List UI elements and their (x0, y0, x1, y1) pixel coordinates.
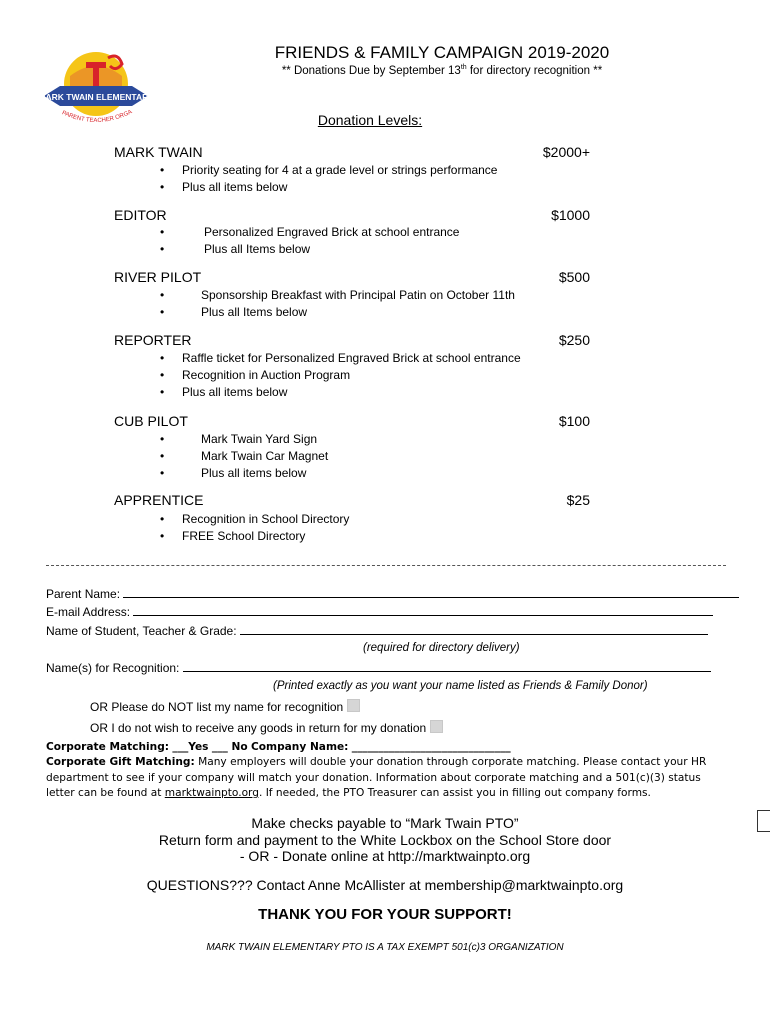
parent-name-field[interactable]: Parent Name: (46, 587, 739, 601)
opt-out-goods-checkbox[interactable] (430, 720, 443, 733)
recognition-field-note: (Printed exactly as you want your name listed as Friends & Family Donor) (273, 680, 648, 692)
donation-levels-heading: Donation Levels: (317, 112, 423, 128)
opt-out-recognition-option[interactable]: OR Please do NOT list my name for recognition (90, 699, 360, 714)
return-form-line: Return form and payment to the White Lockbox on the School Store door (158, 832, 612, 848)
opt-out-recognition-checkbox[interactable] (347, 699, 360, 712)
level-amount: $100 (558, 413, 590, 429)
page-edge-marker (757, 810, 770, 832)
email-field[interactable]: E-mail Address: (46, 605, 713, 619)
donate-online-line: - OR - Donate online at http://marktwainpto.org (239, 848, 531, 864)
marktwainpto-link[interactable]: marktwainpto.org (164, 787, 259, 799)
company-name-field[interactable]: ______________________________ (351, 741, 511, 753)
level-name: APPRENTICE (114, 492, 204, 508)
tax-exempt-footer: MARK TWAIN ELEMENTARY PTO IS A TAX EXEMPT 501(c)3 ORGANIZATION (206, 942, 564, 953)
level-amount: $25 (566, 492, 590, 508)
level-name: REPORTER (114, 332, 192, 348)
corporate-matching-line: Corporate Matching: ___Yes ___ No Company Name: ______________________________ (46, 741, 511, 753)
level-amount: $500 (558, 269, 590, 285)
cut-line-divider (46, 565, 726, 566)
student-teacher-grade-field[interactable]: Name of Student, Teacher & Grade: (46, 624, 708, 638)
matching-yes-option[interactable]: ___Yes (172, 741, 209, 753)
level-name: CUB PILOT (114, 413, 188, 429)
level-name: MARK TWAIN (114, 144, 203, 160)
corporate-gift-matching-paragraph: Corporate Gift Matching: Many employers will double your donation through corporate matching. Please contact your HR department to see if your company will match your donation. Information about corporate matching and a 501(c)(3) status letter can be found at marktwainpto.org. If needed, the PTO Treasurer can assist you in filling out company forms. (46, 756, 707, 799)
logo-text: MARK TWAIN ELEMENTARY (40, 92, 152, 102)
student-field-note: (required for directory delivery) (363, 642, 520, 654)
questions-contact-line: QUESTIONS??? Contact Anne McAllister at membership@marktwainpto.org (146, 877, 624, 893)
level-name: EDITOR (114, 207, 167, 223)
matching-no-option[interactable]: ___ No (211, 741, 248, 753)
level-name: RIVER PILOT (114, 269, 202, 285)
level-amount: $1000 (551, 207, 590, 223)
level-amount: $250 (558, 332, 590, 348)
recognition-names-field[interactable]: Name(s) for Recognition: (46, 661, 711, 675)
thank-you-heading: THANK YOU FOR YOUR SUPPORT! (258, 906, 512, 923)
page-title: FRIENDS & FAMILY CAMPAIGN 2019-2020 (274, 43, 610, 62)
page-subtitle: ** Donations Due by September 13th for directory recognition ** (281, 64, 603, 77)
level-amount: $2000+ (542, 144, 590, 160)
checks-payable-line: Make checks payable to “Mark Twain PTO” (251, 815, 519, 831)
logo-subtext: PARENT TEACHER ORGA (60, 109, 134, 125)
opt-out-goods-option[interactable]: OR I do not wish to receive any goods in return for my donation (90, 720, 443, 735)
